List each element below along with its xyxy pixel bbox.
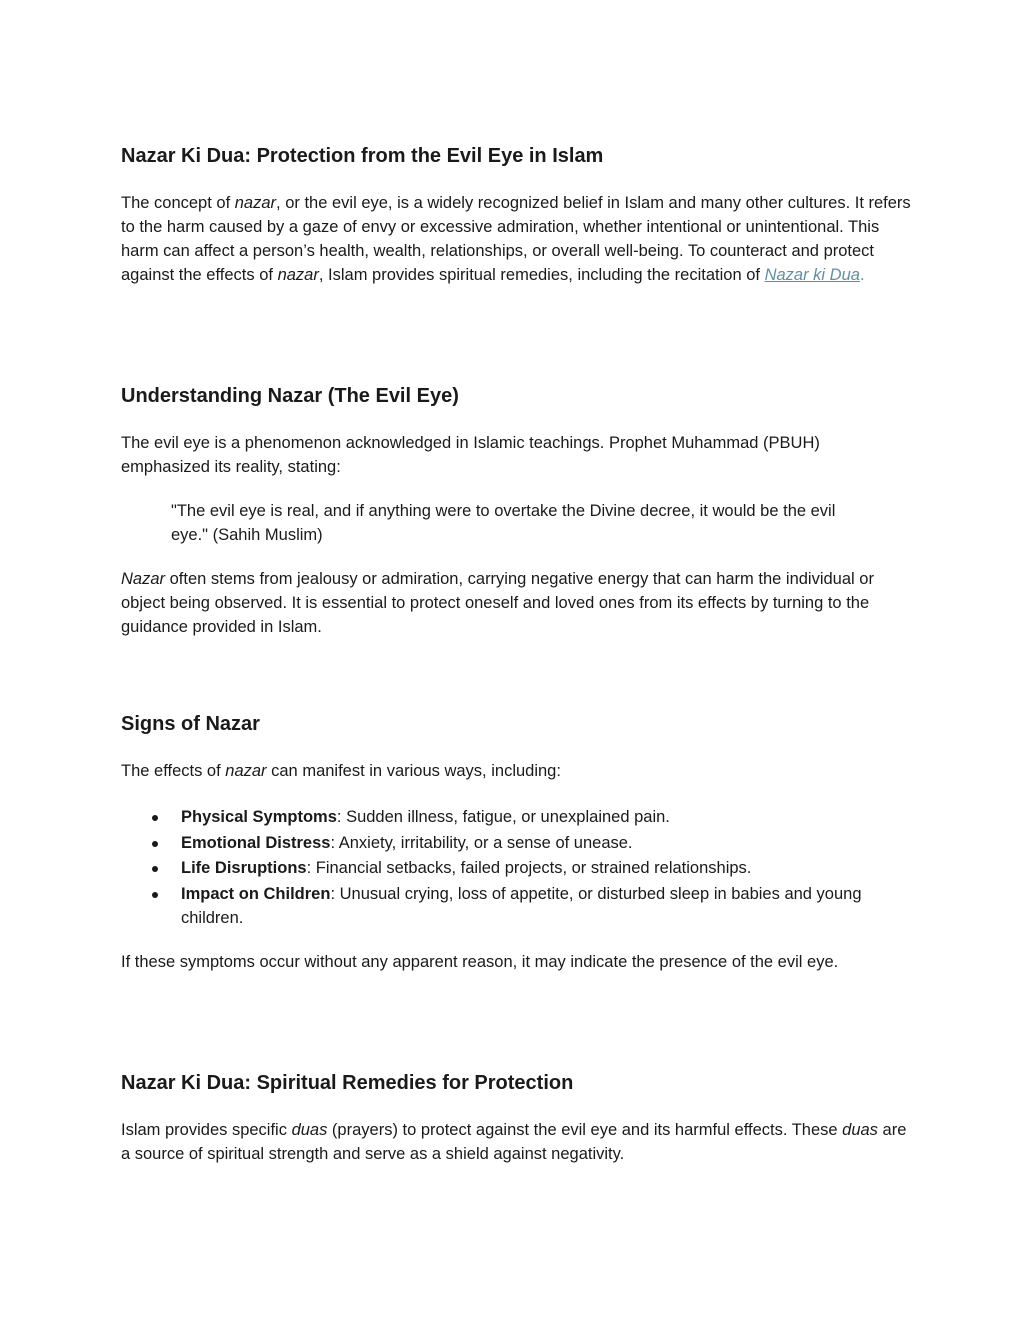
list-item: Emotional Distress: Anxiety, irritability, or a sense of unease. <box>121 831 911 855</box>
bullet-icon <box>152 892 158 898</box>
list-item: Physical Symptoms: Sudden illness, fatigue, or unexplained pain. <box>121 805 911 829</box>
signs-list <box>121 805 911 931</box>
understanding-nazar-heading: Understanding Nazar (The Evil Eye) <box>121 385 459 407</box>
nazar-paragraph: Nazar often stems from jealousy or admiration, carrying negative energy that can harm the individual or object being observed. It is essential to protect oneself and loved ones from its effects by turning to the guidance provided in Islam. <box>121 570 874 636</box>
hadith-quote: "The evil eye is real, and if anything were to overtake the Divine decree, it would be the evil eye." (Sahih Muslim) <box>171 502 836 544</box>
spiritual-remedies-heading: Nazar Ki Dua: Spiritual Remedies for Protection <box>121 1072 574 1094</box>
page-title: Nazar Ki Dua: Protection from the Evil Eye in Islam <box>121 145 604 167</box>
signs-intro: The effects of nazar can manifest in various ways, including: <box>121 762 561 780</box>
remedies-paragraph: Islam provides specific duas (prayers) to protect against the evil eye and its harmful effects. These duas are a source of spiritual strength and serve as a shield against negativity. <box>121 1121 907 1163</box>
nazar-ki-dua-link[interactable]: Nazar ki Dua <box>764 266 860 284</box>
list-item: Life Disruptions: Financial setbacks, failed projects, or strained relationships. <box>121 856 911 880</box>
bullet-icon <box>152 815 158 821</box>
evil-eye-paragraph: The evil eye is a phenomenon acknowledged in Islamic teachings. Prophet Muhammad (PBUH) emphasized its reality, stating: <box>121 434 820 476</box>
list-item: Impact on Children: Unusual crying, loss of appetite, or disturbed sleep in babies and young children. <box>121 882 911 930</box>
intro-paragraph: The concept of nazar, or the evil eye, is a widely recognized belief in Islam and many other cultures. It refers to the harm caused by a gaze of envy or excessive admiration, whether intentional or unintentional. This harm can affect a person’s health, wealth, relationships, or overall well-being. To counteract and protect against the effects of nazar, Islam provides spiritual remedies, including the recitation of Nazar ki Dua. <box>121 194 911 284</box>
bullet-icon <box>152 866 158 872</box>
signs-of-nazar-heading: Signs of Nazar <box>121 713 260 735</box>
signs-outro: If these symptoms occur without any apparent reason, it may indicate the presence of the evil eye. <box>121 953 839 971</box>
bullet-icon <box>152 841 158 847</box>
